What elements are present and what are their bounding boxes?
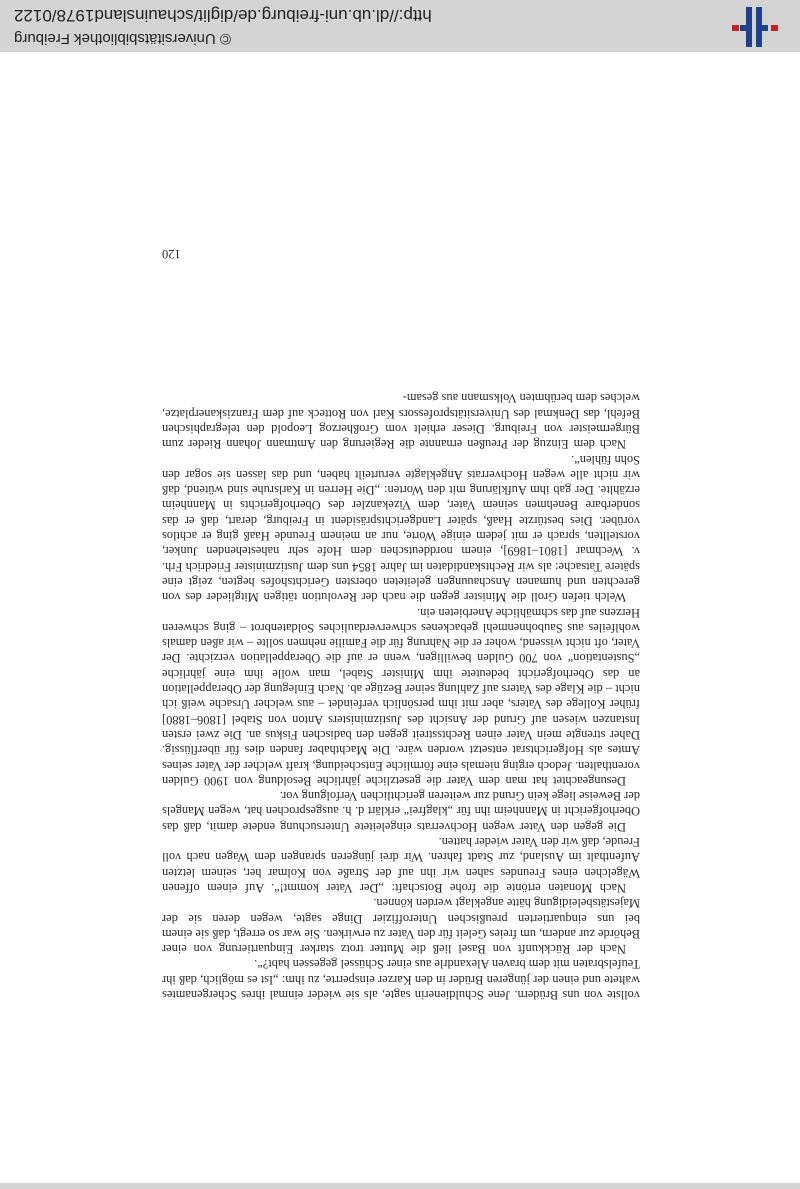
paragraph: Die gegen den Vater wegen Hochverrats eingeleitete Untersuchung endete damit, daß das Oberhofgericht in Mannheim ihn für „klagfrei“ erklärt d. h. ausgesprochen hat, wegen Mangels der Beweise liege kein Grund zur weiteren gerichtlichen Verfolgung vor. — [162, 789, 640, 834]
paragraph: Nach Monaten ertönte die frohe Botschaft: „Der Vater kommt!“. Auf einem offenen Wägelchen eines Freundes sahen wir ihn auf der Straße von Kolmar her, seinem letzten Aufenthalt im Ausland, zur Stadt fahren. Wir drei jüngeren sprangen dem Wagen nach voll Freude, daß wir den Vater wieder hatten. — [162, 835, 640, 895]
footer-bar — [0, 0, 800, 52]
paragraph: Desungeachtet hat man dem Vater die gesetzliche jährliche Besoldung von 1900 Gulden vorenthalten. Jedoch erging niemals eine förmliche Entscheidung, kraft welcher der Vater seines Amtes als Hofgerichtsrat entsetzt worden wäre. Die Machthaber fanden dies für überflüssig. Daher strengte mein Vater einen Rechtsstreit gegen den badischen Fiskus an. Die zwei ersten Instanzen wiesen auf Grund der Ansicht des Justizministers Anton von Stabel [1806–1880] früher Kollege des Vaters, aber mit ihm persönlich verfeindet – aus welcher Ursache weiß ich nicht – die Klage des Vaters auf Zahlung seiner Bezüge ab. Nach Einlegung der Oberappellation an das Oberhofgericht bedeutete ihm Minister Stabel, man wolle ihm eine jährliche „Sustentation“ von 700 Gulden bewilligen, wenn er auf die Oberappellation verzichte. Der Vater, oft nicht wissend, woher er die Nahrung für die Familie nehmen sollte – wir aßen damals wohlfeiles aus Saubohnenmehl gebackenes schwerverdauliches Soldatenbrot – ging schweren Herzens auf das schmähliche Anerbieten ein. — [162, 605, 640, 788]
paragraph: Nach dem Einzug der Preußen ernannte die Regierung den Amtmann Johann Rieder zum Bürgermeister von Freiburg. Dieser erhielt vom Großherzog Leopold den telegraphischen Befehl, das Denkmal des Universitätsprofessors Karl von Rotteck auf dem Franziskanerplatze, welches dem berühmten Volksmann aus gesam- — [162, 391, 640, 452]
page-number: 120 — [162, 247, 181, 261]
paragraph: Welch tiefen Groll die Minister gegen die nach der Revolution tätigen Mitglieder des von gerechten und humanen Anschauungen geleiteten obersten Gerichtshofes hegten, zeigt eine spätere Tatsache: als wir Rechtskandidaten im Jahre 1854 uns dem Justizminister Friedrich Frh. v. Wechmar [1801–1869], einem norddeutschen dem Hofe sehr nahestehenden Junker, vorstellten, sprach er mit jedem einige Worte, nur an meinem Freunde Haaß ging er achtlos vorüber. Dies bestürzte Haaß, später Landgerichtspräsident in Freiburg, derart, daß er das sonderbare Benehmen seinem Vater, dem Vizekanzler des Oberhofgerichts in Mannheim erzählte. Der gab ihm Aufklärung mit den Worten: „Die Herren in Karlsruhe sind wütend, daß wir nicht alle wegen Hochverrats Angeklagte verurteilt haben, und das lassen sie sogar den Sohn fühlen“. — [162, 452, 640, 605]
paragraph: vollste von uns Brüdern. Jene Schuldienerin sagte, als sie wieder einmal ihres Schergenamtes waltete und einen der jüngeren Brüder in den Karzer einsperrte, zu ihm: „Ist es möglich, daß ihr Teufelsbraten mit dem braven Alexandrle aus einer Schüssel gegessen habt?“. — [162, 957, 640, 1002]
institution-credit: © Universitätsbibliothek Freiburg — [14, 30, 231, 47]
page-body — [162, 390, 640, 1002]
viewer-bottom-strip — [0, 1183, 800, 1189]
source-url[interactable]: http://dl.ub.uni-freiburg.de/diglit/schauinsland1978/0122 — [14, 6, 432, 25]
paragraph: Nach der Rückkunft von Basel ließ die Mutter trotz starker Einquartierung von einer Behörde zur andern, um freies Geleit für den Vater zu erwirken. Sie war so erregt, daß sie einem bei uns einquartierten preußischen Unteroffizier Dinge sagte, wegen deren sie der Majestätsbeleidigung hätte angeklagt werden können. — [162, 896, 640, 957]
